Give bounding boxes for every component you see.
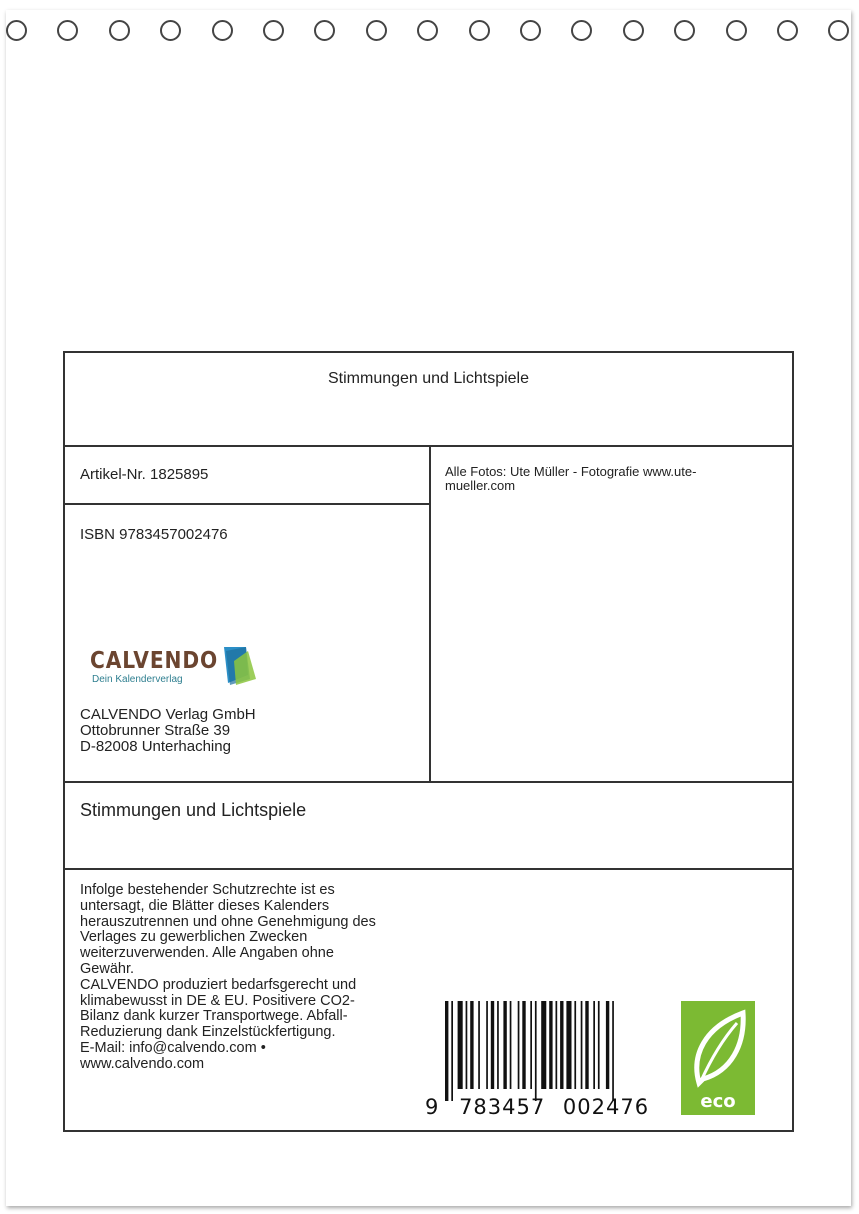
divider-article (65, 503, 429, 505)
barcode-bar (566, 1001, 571, 1089)
ring-hole-icon (263, 20, 284, 41)
barcode-bar (606, 1001, 609, 1089)
divider-vertical (429, 445, 431, 781)
ring-hole-icon (828, 20, 849, 41)
ring-hole-icon (366, 20, 387, 41)
barcode-bar (466, 1001, 468, 1089)
legal-notice: Infolge bestehender Schutzrechte ist es untersagt, die Blätter dieses Kalenders herauszutrennen und ohne Genehmigung des Verlages zu gewerblichen Zwecken weiterzuverwenden. Alle Angaben ohne Gewähr. CALVENDO produziert bedarfsgerecht und klimabewusst in DE & EU. Positivere CO2- Bilanz dank kurzer Transportwege. Abfall- Reduzierung dank Einzelstückfertigung. E-Mail: info@calvendo.com • www.calvendo.com (80, 882, 376, 1072)
barcode-bar (535, 1001, 537, 1101)
barcode-bar (612, 1001, 614, 1101)
ring-hole-icon (674, 20, 695, 41)
ring-hole-icon (160, 20, 181, 41)
ring-hole-icon (623, 20, 644, 41)
barcode-bar (530, 1001, 532, 1089)
barcode-bar (549, 1001, 552, 1089)
barcode-bar (522, 1001, 525, 1089)
barcode-digit-first: 9 (425, 1095, 440, 1119)
logo-mark-icon (220, 645, 260, 687)
publisher-street: Ottobrunner Straße 39 (80, 722, 231, 739)
eco-label: eco (700, 1091, 736, 1112)
barcode-bar (598, 1001, 600, 1089)
barcode-bar (486, 1001, 488, 1089)
info-frame (63, 351, 794, 1132)
barcode-bar (458, 1001, 463, 1089)
divider-mid-title (65, 868, 792, 870)
isbn: ISBN 9783457002476 (80, 526, 228, 543)
ring-hole-icon (469, 20, 490, 41)
barcode-bar (593, 1001, 595, 1089)
mid-title: Stimmungen und Lichtspiele (80, 800, 307, 820)
divider-info (65, 781, 792, 783)
barcode-bar (541, 1001, 546, 1089)
ring-hole-icon (726, 20, 747, 41)
barcode-bar (556, 1001, 558, 1089)
barcode-bar (470, 1001, 473, 1089)
barcode-bar (518, 1001, 520, 1089)
barcode-bar (560, 1001, 563, 1089)
barcode-digits-group2: 002476 (562, 1095, 650, 1119)
ring-hole-icon (777, 20, 798, 41)
barcode-bar (445, 1001, 448, 1101)
logo-wordmark: CALVENDO (90, 648, 219, 674)
ring-hole-icon (57, 20, 78, 41)
publisher-city: D-82008 Unterhaching (80, 738, 231, 755)
ring-hole-icon (109, 20, 130, 41)
barcode-bar (503, 1001, 506, 1089)
barcode-bar (574, 1001, 576, 1089)
ring-hole-icon (520, 20, 541, 41)
barcode-bar (451, 1001, 453, 1101)
barcode-bar (585, 1001, 588, 1089)
ring-hole-icon (6, 20, 27, 41)
barcode (445, 1001, 635, 1101)
publisher-name: CALVENDO Verlag GmbH (80, 706, 256, 723)
top-title: Stimmungen und Lichtspiele (327, 370, 529, 387)
barcode-bar (510, 1001, 512, 1089)
leaf-icon (681, 1005, 755, 1095)
logo-tagline: Dein Kalenderverlag (92, 674, 183, 685)
barcode-bar (478, 1001, 480, 1089)
ring-hole-icon (314, 20, 335, 41)
barcode-digits (425, 1095, 649, 1119)
eco-badge (681, 1001, 755, 1115)
barcode-digits-group1: 783457 (459, 1095, 546, 1119)
photo-credits: Alle Fotos: Ute Müller - Fotografie www.ute-mueller.com (445, 464, 697, 493)
spiral-binding (0, 20, 859, 50)
barcode-bar (491, 1001, 494, 1089)
barcode-bar (497, 1001, 499, 1089)
barcode-bar (581, 1001, 583, 1089)
ring-hole-icon (417, 20, 438, 41)
article-number: Artikel-Nr. 1825895 (80, 466, 209, 483)
ring-hole-icon (212, 20, 233, 41)
calvendo-logo (90, 648, 280, 694)
ring-hole-icon (571, 20, 592, 41)
